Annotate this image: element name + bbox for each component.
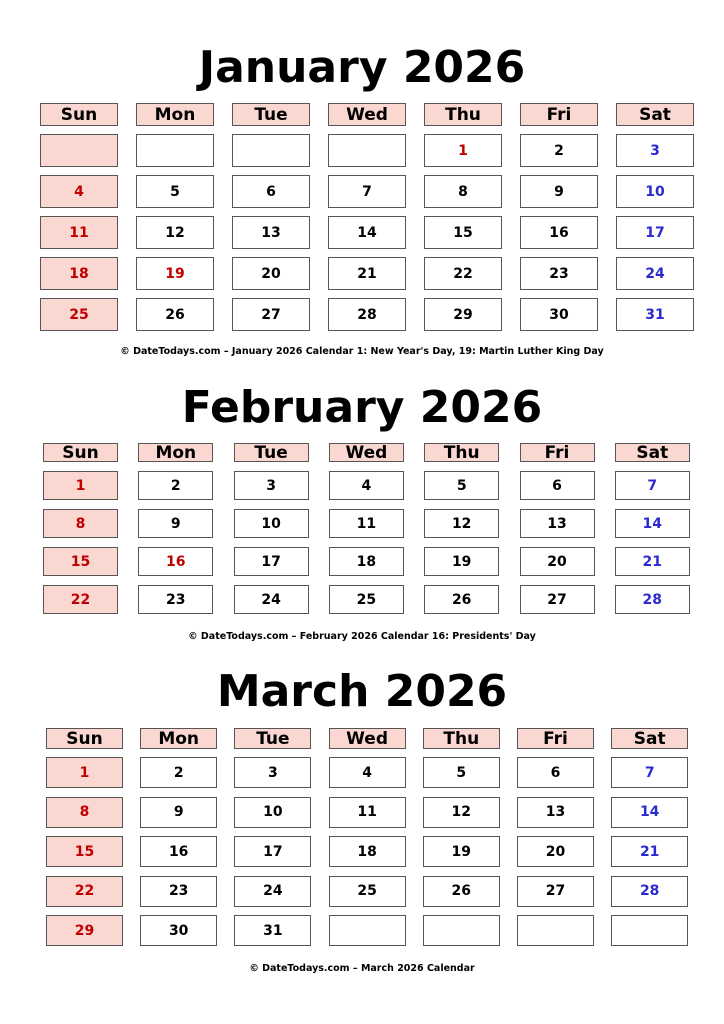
empty-day-cell <box>329 915 406 946</box>
day-cell: 3 <box>234 471 309 500</box>
day-cell: 25 <box>329 585 404 614</box>
day-cell: 23 <box>140 876 217 907</box>
month-title: March 2026 <box>216 666 508 717</box>
empty-day-cell <box>611 915 688 946</box>
day-cell: 25 <box>40 298 118 331</box>
day-cell: 5 <box>136 175 214 208</box>
weekday-header: Thu <box>424 443 499 462</box>
day-cell: 6 <box>517 757 594 788</box>
day-cell: 29 <box>46 915 123 946</box>
empty-day-cell <box>232 134 310 167</box>
day-cell: 1 <box>46 757 123 788</box>
weekday-header: Wed <box>328 103 406 126</box>
calendar-footer: © DateTodays.com – February 2026 Calendar 16: Presidents' Day <box>188 631 536 642</box>
day-cell: 31 <box>234 915 311 946</box>
day-cell: 22 <box>424 257 502 290</box>
day-cell: 28 <box>611 876 688 907</box>
day-cell: 5 <box>423 757 500 788</box>
day-cell: 20 <box>232 257 310 290</box>
weekday-header: Wed <box>329 443 404 462</box>
day-cell: 11 <box>329 509 404 538</box>
day-cell: 4 <box>329 757 406 788</box>
day-cell: 26 <box>136 298 214 331</box>
day-cell: 13 <box>517 797 594 828</box>
day-cell: 3 <box>616 134 694 167</box>
day-cell: 16 <box>140 836 217 867</box>
month-title: January 2026 <box>198 42 526 93</box>
day-cell: 18 <box>40 257 118 290</box>
day-cell: 14 <box>328 216 406 249</box>
day-cell: 7 <box>611 757 688 788</box>
day-cell: 30 <box>140 915 217 946</box>
calendar-footer: © DateTodays.com – March 2026 Calendar <box>249 963 475 974</box>
day-cell: 8 <box>46 797 123 828</box>
day-cell: 29 <box>424 298 502 331</box>
day-cell: 15 <box>43 547 118 576</box>
day-cell: 24 <box>616 257 694 290</box>
day-cell: 6 <box>520 471 595 500</box>
weekday-header: Thu <box>424 103 502 126</box>
day-cell: 31 <box>616 298 694 331</box>
weekday-header: Sat <box>616 103 694 126</box>
day-cell: 28 <box>328 298 406 331</box>
day-cell: 21 <box>615 547 690 576</box>
day-cell: 5 <box>424 471 499 500</box>
weekday-header: Thu <box>423 728 500 749</box>
day-cell: 7 <box>328 175 406 208</box>
day-cell: 1 <box>424 134 502 167</box>
weekday-header: Sat <box>615 443 690 462</box>
day-cell: 21 <box>611 836 688 867</box>
day-cell: 27 <box>517 876 594 907</box>
day-cell: 28 <box>615 585 690 614</box>
day-cell: 10 <box>616 175 694 208</box>
day-cell: 6 <box>232 175 310 208</box>
weekday-header: Sun <box>40 103 118 126</box>
day-cell: 9 <box>138 509 213 538</box>
day-cell: 30 <box>520 298 598 331</box>
weekday-header: Fri <box>517 728 594 749</box>
day-cell: 17 <box>234 836 311 867</box>
day-cell: 23 <box>138 585 213 614</box>
day-cell: 24 <box>234 585 309 614</box>
day-cell: 17 <box>616 216 694 249</box>
day-cell: 2 <box>140 757 217 788</box>
day-cell: 27 <box>520 585 595 614</box>
day-cell: 24 <box>234 876 311 907</box>
day-cell: 25 <box>329 876 406 907</box>
day-cell: 8 <box>43 509 118 538</box>
day-cell: 4 <box>40 175 118 208</box>
weekday-header: Sat <box>611 728 688 749</box>
day-cell: 19 <box>423 836 500 867</box>
weekday-header: Wed <box>329 728 406 749</box>
day-cell: 23 <box>520 257 598 290</box>
day-cell: 4 <box>329 471 404 500</box>
weekday-header: Mon <box>138 443 213 462</box>
weekday-header: Tue <box>234 443 309 462</box>
day-cell: 18 <box>329 836 406 867</box>
day-cell: 14 <box>611 797 688 828</box>
weekday-header: Tue <box>234 728 311 749</box>
empty-day-cell <box>517 915 594 946</box>
day-cell: 21 <box>328 257 406 290</box>
weekday-header: Sun <box>43 443 118 462</box>
day-cell: 13 <box>232 216 310 249</box>
day-cell: 7 <box>615 471 690 500</box>
day-cell: 12 <box>424 509 499 538</box>
day-cell: 1 <box>43 471 118 500</box>
day-cell: 17 <box>234 547 309 576</box>
weekday-header: Tue <box>232 103 310 126</box>
day-cell: 19 <box>424 547 499 576</box>
empty-day-cell <box>423 915 500 946</box>
day-cell: 11 <box>40 216 118 249</box>
empty-day-cell <box>136 134 214 167</box>
day-cell: 16 <box>520 216 598 249</box>
empty-day-cell <box>328 134 406 167</box>
day-cell: 9 <box>520 175 598 208</box>
day-cell: 2 <box>138 471 213 500</box>
month-title: February 2026 <box>181 382 543 433</box>
day-cell: 9 <box>140 797 217 828</box>
day-cell: 26 <box>424 585 499 614</box>
day-cell: 20 <box>520 547 595 576</box>
day-cell: 2 <box>520 134 598 167</box>
weekday-header: Fri <box>520 103 598 126</box>
calendar-footer: © DateTodays.com – January 2026 Calendar 1: New Year's Day, 19: Martin Luther King Day <box>120 346 604 357</box>
day-cell: 26 <box>423 876 500 907</box>
weekday-header: Sun <box>46 728 123 749</box>
day-cell: 19 <box>136 257 214 290</box>
day-cell: 8 <box>424 175 502 208</box>
day-cell: 10 <box>234 509 309 538</box>
day-cell: 16 <box>138 547 213 576</box>
day-cell: 22 <box>46 876 123 907</box>
day-cell: 27 <box>232 298 310 331</box>
day-cell: 14 <box>615 509 690 538</box>
day-cell: 22 <box>43 585 118 614</box>
day-cell: 13 <box>520 509 595 538</box>
weekday-header: Fri <box>520 443 595 462</box>
day-cell: 18 <box>329 547 404 576</box>
day-cell: 10 <box>234 797 311 828</box>
empty-day-cell <box>40 134 118 167</box>
day-cell: 3 <box>234 757 311 788</box>
day-cell: 11 <box>329 797 406 828</box>
weekday-header: Mon <box>136 103 214 126</box>
day-cell: 12 <box>136 216 214 249</box>
day-cell: 15 <box>46 836 123 867</box>
weekday-header: Mon <box>140 728 217 749</box>
day-cell: 20 <box>517 836 594 867</box>
day-cell: 15 <box>424 216 502 249</box>
day-cell: 12 <box>423 797 500 828</box>
